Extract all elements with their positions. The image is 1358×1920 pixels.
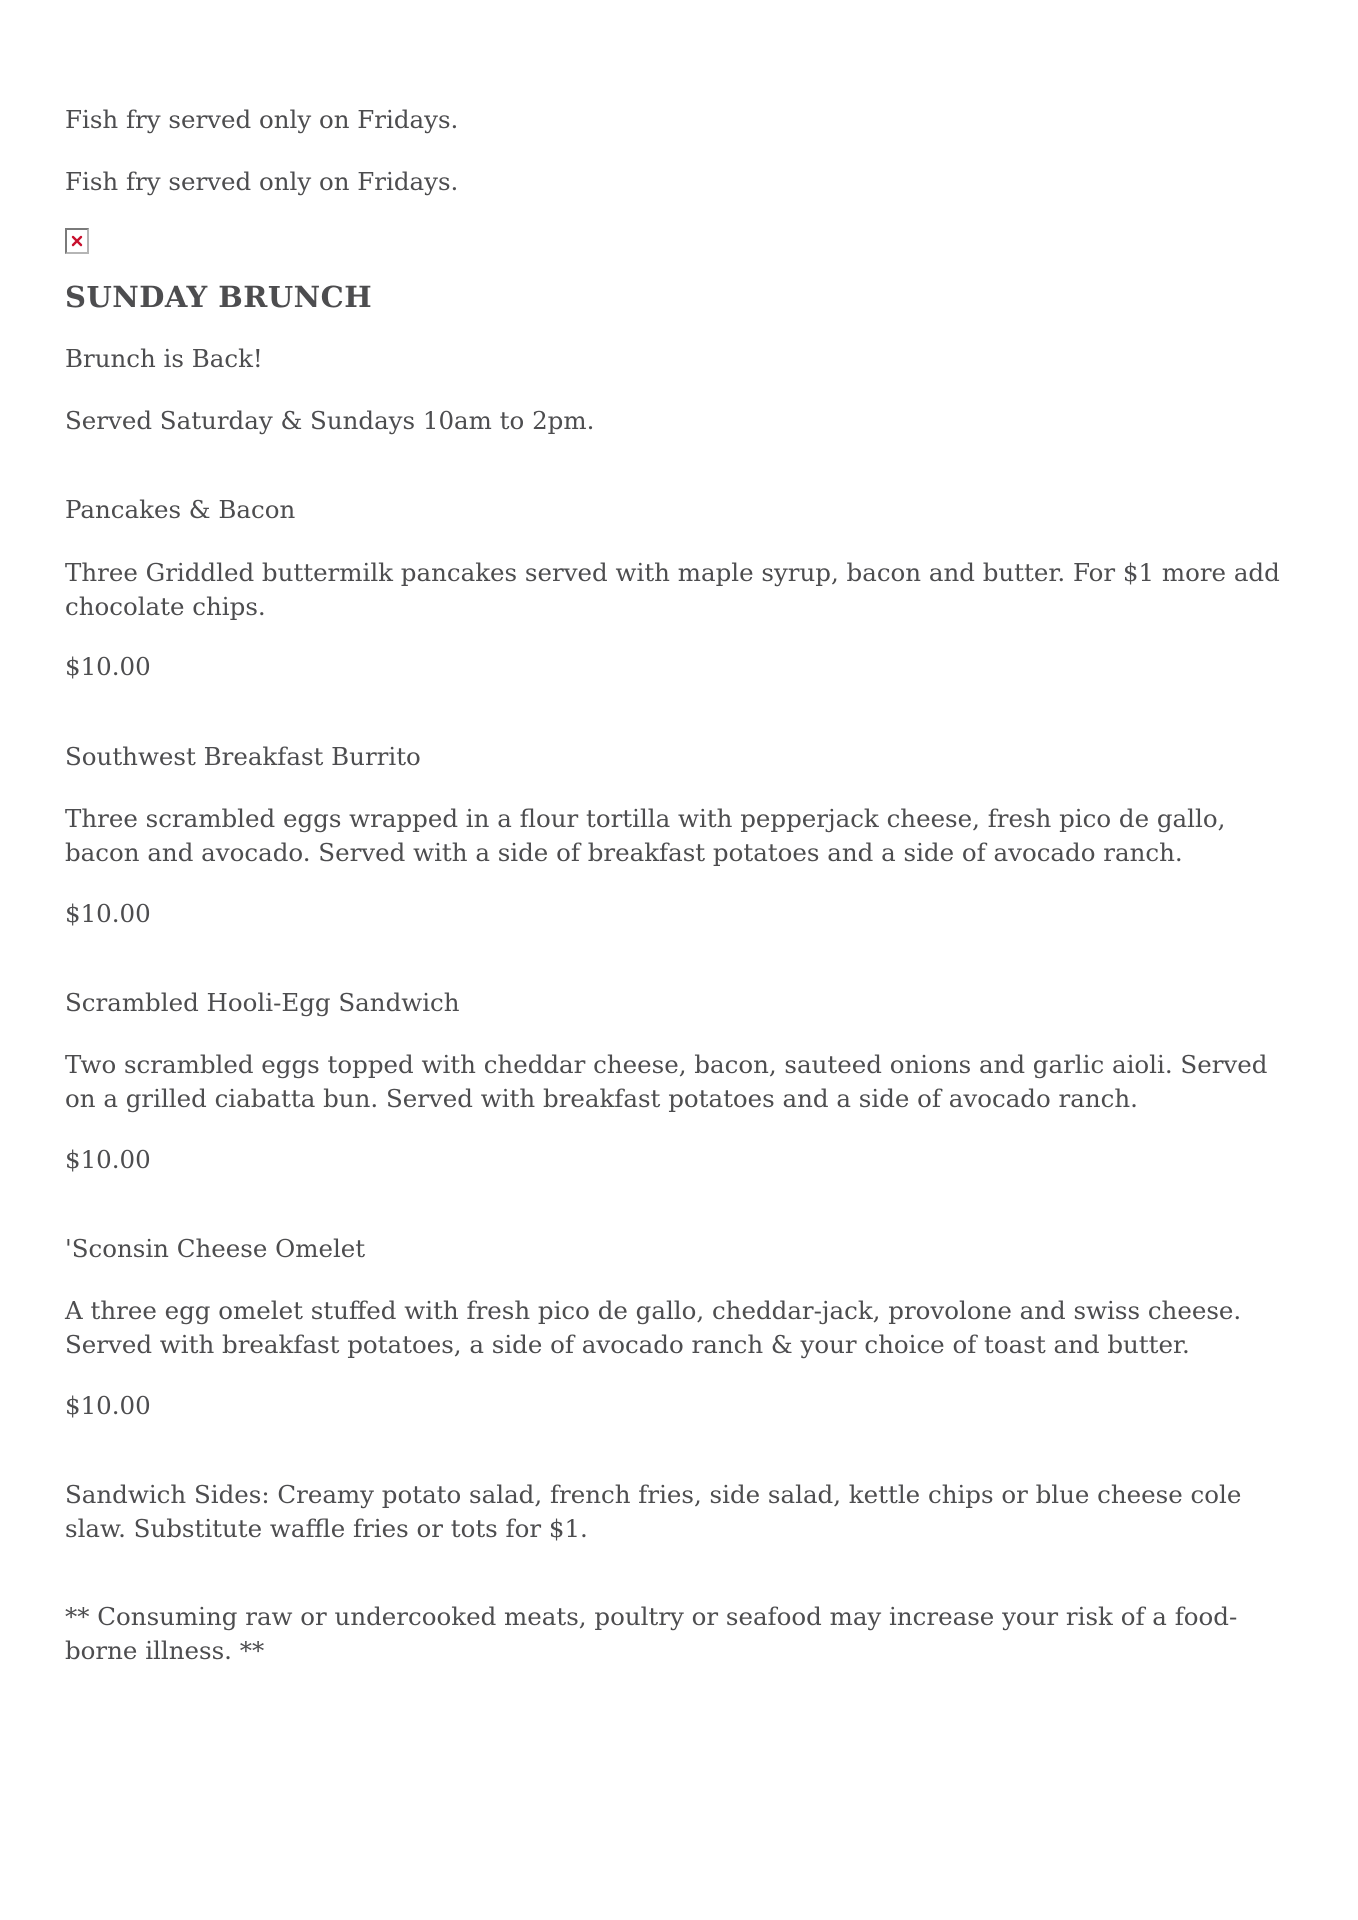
menu-item-price: $10.00 [65,1145,151,1174]
menu-item-description: A three egg omelet stuffed with fresh pico de gallo, cheddar-jack, provolone and swiss cheese. Served with breakfast potatoes, a side of avocado ranch & your choice of toast and butter. [65,1296,1242,1359]
menu-item-price: $10.00 [65,652,151,681]
menu-item-name: Scrambled Hooli-Egg Sandwich [65,988,460,1017]
food-safety-disclaimer: ** Consuming raw or undercooked meats, poultry or seafood may increase your risk of a food-borne illness. ** [65,1602,1238,1665]
menu-item-name: Southwest Breakfast Burrito [65,742,421,771]
menu-item-price: $10.00 [65,899,151,928]
menu-item-name: Pancakes & Bacon [65,495,296,524]
menu-item-price: $10.00 [65,1391,151,1420]
brunch-tagline: Brunch is Back! [65,344,263,373]
broken-image-icon [65,228,89,254]
section-title: SUNDAY BRUNCH [65,280,373,314]
brunch-hours: Served Saturday & Sundays 10am to 2pm. [65,406,595,435]
fish-fry-notice: Fish fry served only on Fridays. [65,105,459,134]
menu-item-description: Two scrambled eggs topped with cheddar cheese, bacon, sauteed onions and garlic aioli. Served on a grilled ciabatta bun. Served with breakfast potatoes and a side of avocado ranch. [65,1050,1268,1113]
sandwich-sides-note: Sandwich Sides: Creamy potato salad, french fries, side salad, kettle chips or blue cheese cole slaw. Substitute waffle fries or tots for $1. [65,1480,1242,1543]
menu-item-description: Three scrambled eggs wrapped in a flour tortilla with pepperjack cheese, fresh pico de gallo, bacon and avocado. Served with a side of breakfast potatoes and a side of avocado ranch. [65,804,1226,867]
fish-fry-notice: Fish fry served only on Fridays. [65,167,459,196]
menu-item-description: Three Griddled buttermilk pancakes served with maple syrup, bacon and butter. For $1 more add chocolate chips. [65,558,1280,621]
menu-item-name: 'Sconsin Cheese Omelet [65,1234,366,1263]
